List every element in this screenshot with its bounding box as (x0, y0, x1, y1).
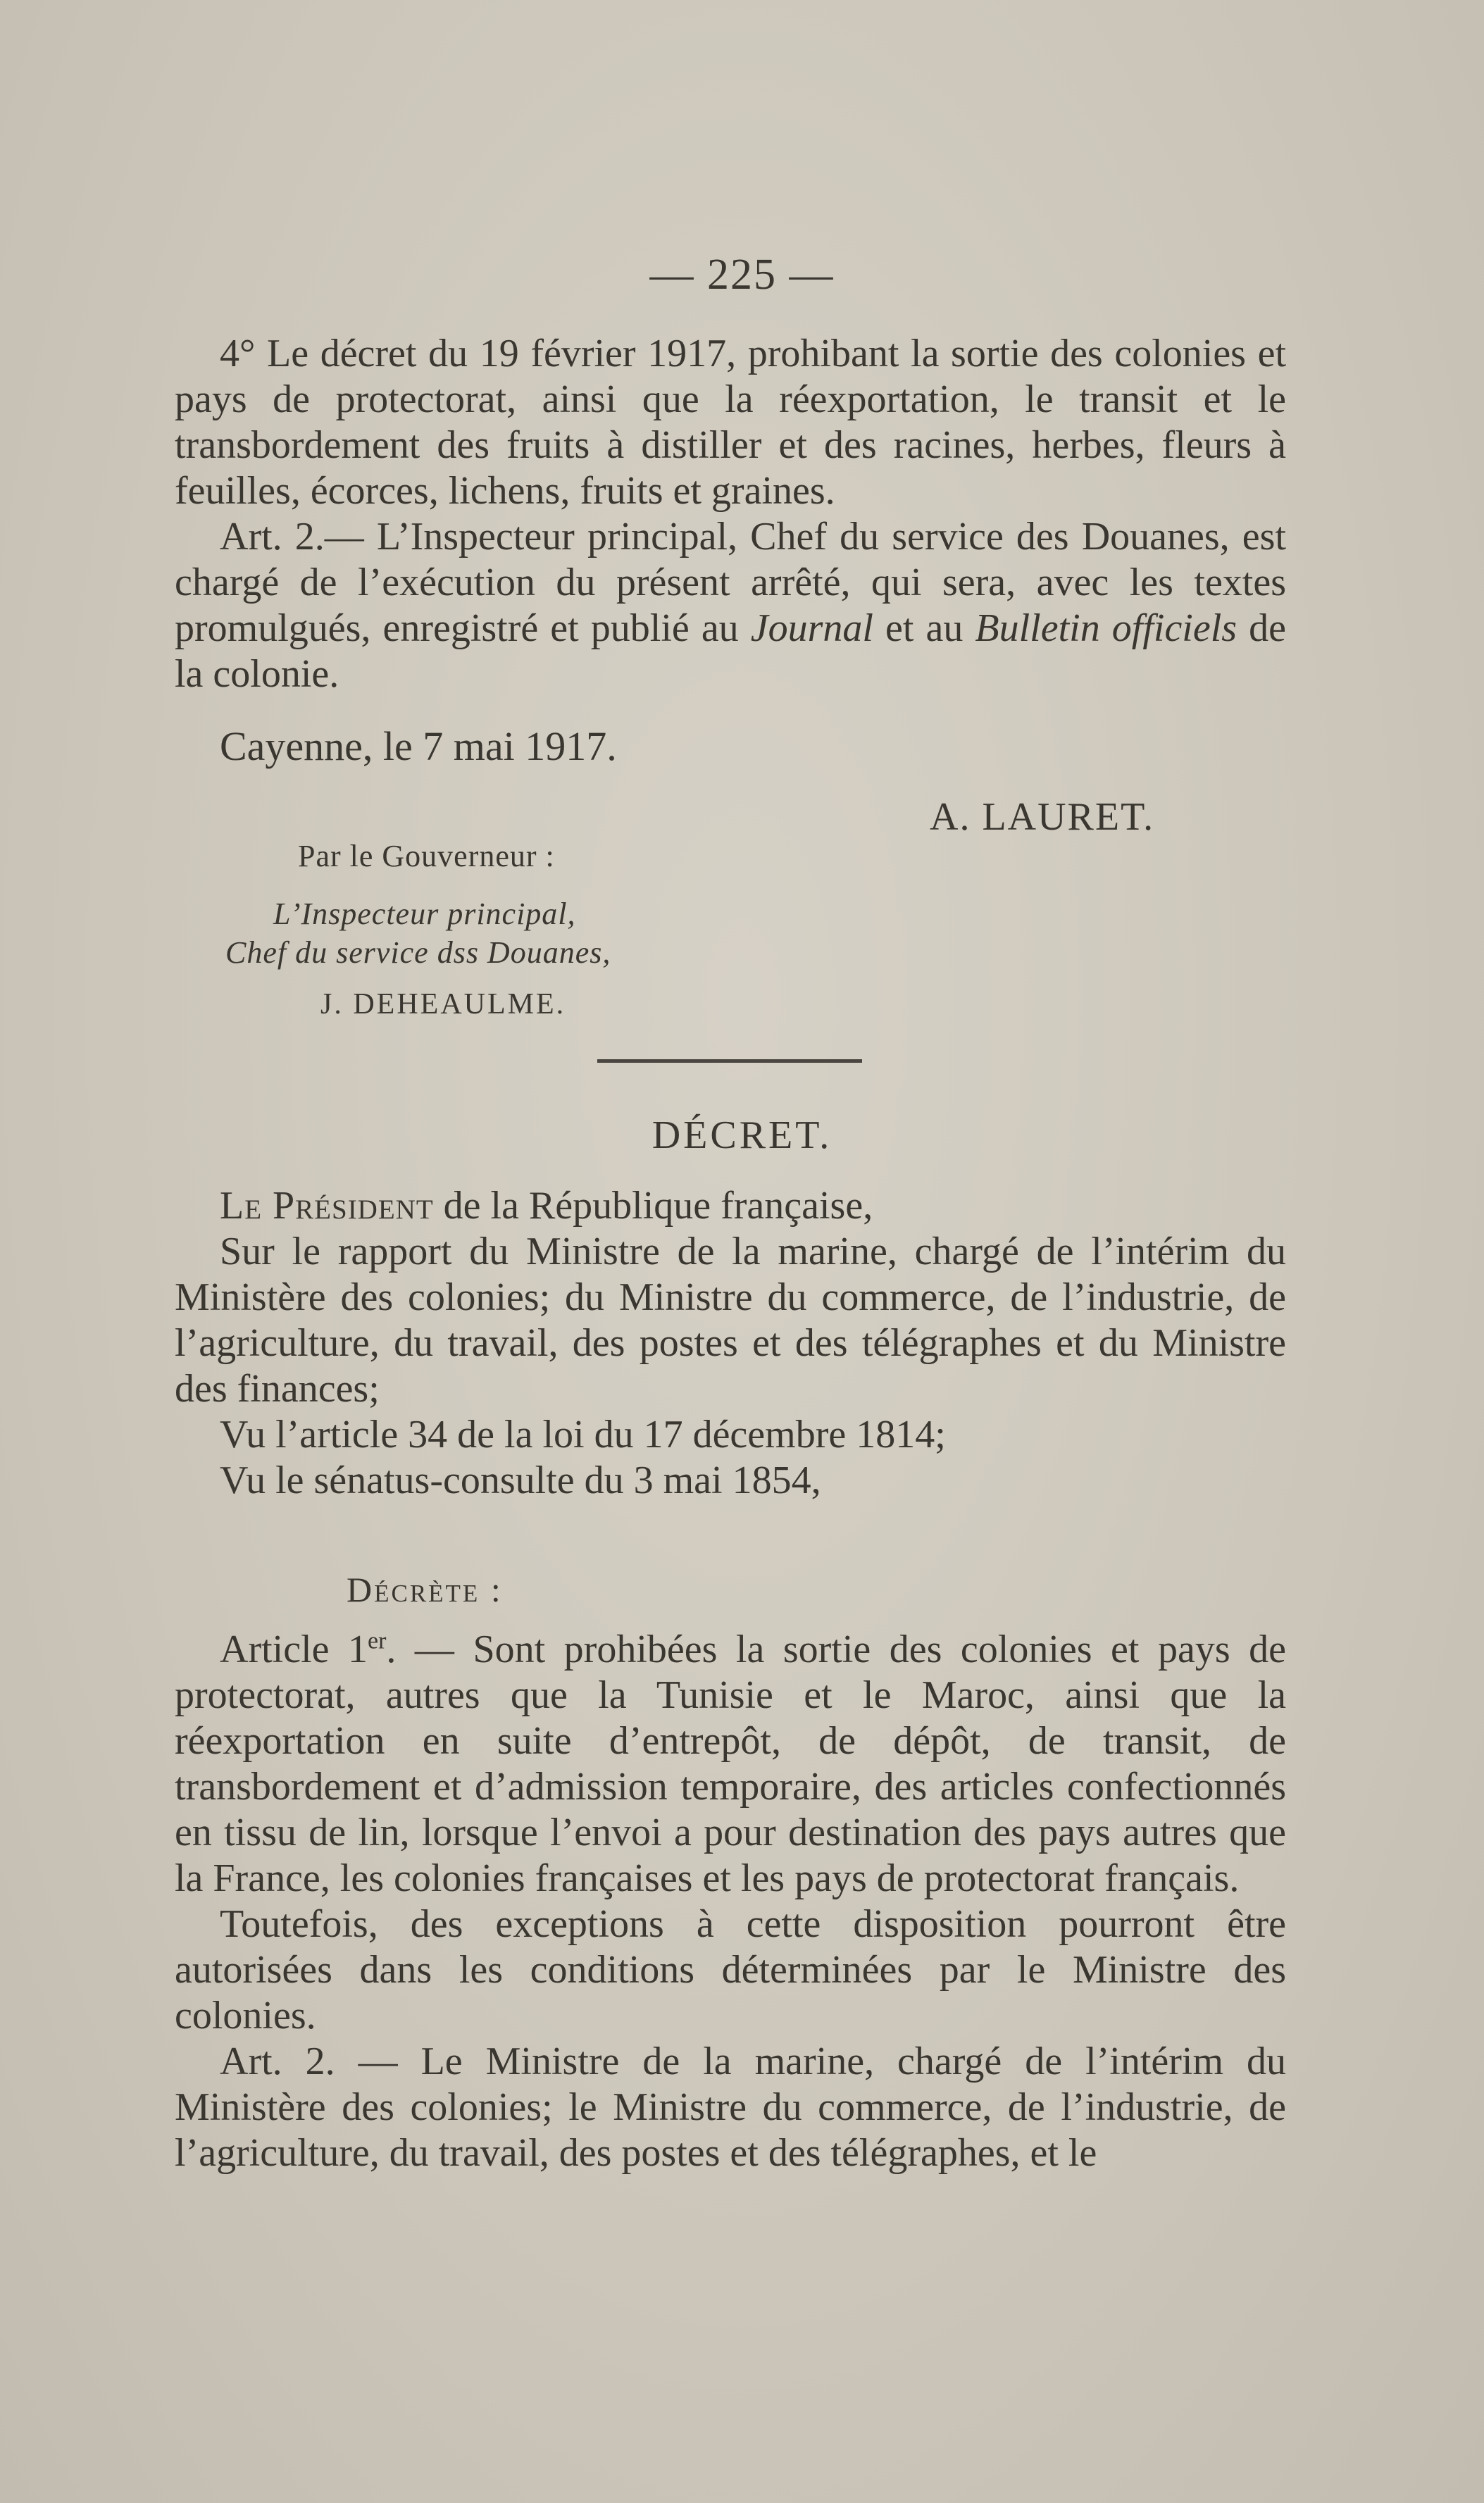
page-number: — 225 — (649, 251, 835, 299)
journal-word: Journal (750, 606, 873, 650)
inspecteur-title-line-2: Chef du service dss Douanes, (225, 935, 611, 970)
article-1-label: Article 1 (220, 1628, 368, 1671)
president-line (175, 1183, 1286, 1229)
date-line: Cayenne, le 7 mai 1917. (220, 723, 617, 769)
president-small-caps: Le Président (220, 1184, 434, 1228)
article-1-superscript: er (368, 1628, 387, 1654)
rapport-paragraph: Sur le rapport du Ministre de la marine, chargé de l’intérim du Ministère des colonies; du Ministre du commerce, de l’industrie, de l’agriculture, du travail, des postes et des télégraphes et du Ministre des finances; (175, 1230, 1286, 1411)
governor-signature: A. LAURET. (930, 795, 1155, 839)
article-2-text-start: Art. 2.— L’Inspecteur principal, Chef du service des Douanes, est chargé de l’exécution du présent arrêté, qui sera, avec les textes promulgués, enregistré et publié au (175, 515, 1286, 650)
par-le-gouverneur: Par le Gouverneur : (298, 839, 555, 873)
decret-article-1 (175, 1627, 1286, 1902)
et-au-text: et au (873, 606, 975, 650)
decret-articles (175, 1627, 1286, 2176)
vu-senatus-consulte: Vu le sénatus-consulte du 3 mai 1854, (220, 1459, 821, 1502)
section-divider (597, 1059, 862, 1063)
inspecteur-title-line-1: L’Inspecteur principal, (273, 897, 576, 931)
president-rest: de la République française, (433, 1184, 873, 1228)
article-2-text-end: de la colonie. (175, 606, 1286, 696)
vu-article-34: Vu l’article 34 de la loi du 17 décembre 1814; (220, 1413, 946, 1456)
decret-preamble (175, 1183, 1286, 1504)
decret-title: DÉCRET. (651, 1113, 833, 1157)
toutefois-paragraph: Toutefois, des exceptions à cette disposition pourront être autorisées dans les conditions déterminées par le Ministre des colonies. (175, 1902, 1286, 2037)
bulletin-officiels: Bulletin officiels (975, 606, 1237, 650)
inspecteur-name: J. DEHEAULME. (320, 988, 566, 1020)
decret-article-2: Art. 2. — Le Ministre de la marine, chargé de l’intérim du Ministère des colonies; le Ministre du commerce, de l’industrie, de l’agriculture, du travail, des postes et des télégraphes, et le (175, 2040, 1286, 2175)
article-1-text: . — Sont prohibées la sortie des colonies et pays de protectorat, autres que la Tunisie et le Maroc, ainsi que la réexportation en suite d’entrepôt, de dépôt, de transit, de transbordement et d’admission temporaire, des articles confectionnés en tissu de lin, lorsque l’envoi a pour destination des pays autres que la France, les colonies françaises et les pays de protectorat français. (175, 1628, 1286, 1900)
arrete-item-4: 4° Le décret du 19 février 1917, prohibant la sortie des colonies et pays de protectorat, ainsi que la réexportation, le transit et le transbordement des fruits à distiller et des racines, herbes, fleurs à feuilles, écorces, lichens, fruits et graines. (175, 332, 1286, 513)
arrete-body (175, 331, 1286, 697)
decrete-heading: Décrète : (347, 1570, 503, 1609)
arrete-article-2 (175, 514, 1286, 697)
